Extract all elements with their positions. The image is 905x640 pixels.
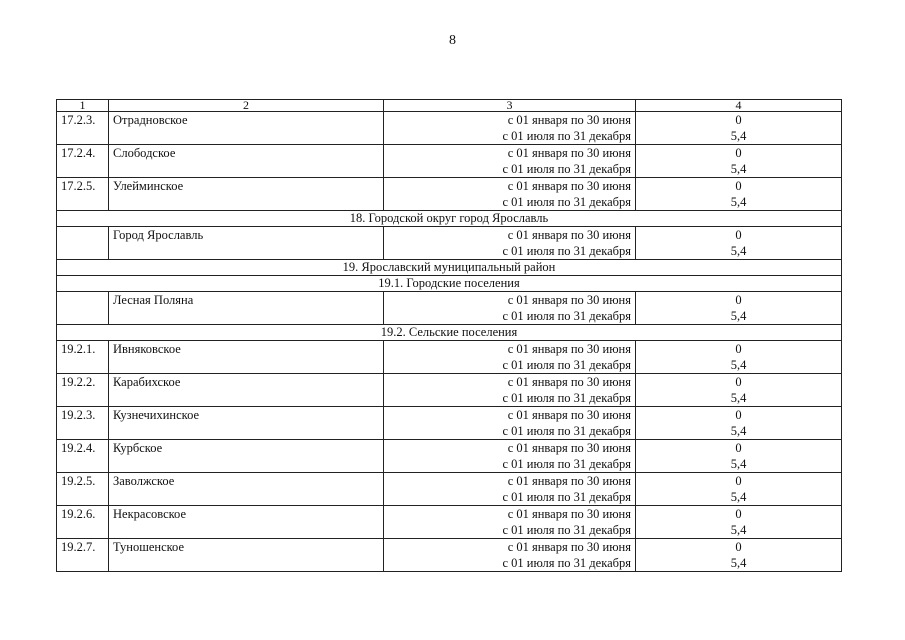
table-row [57,440,842,473]
row-number [57,227,109,260]
value-first-half: 0 [735,441,742,455]
settlement-name: Заволжское [109,473,384,506]
value-second-half: 5,4 [730,244,747,258]
value-cell [636,145,842,178]
period-second-half: с 01 июля по 31 декабря [502,358,631,372]
settlement-name: Карабихское [109,374,384,407]
value-first-half: 0 [735,474,742,488]
value-first-half: 0 [735,507,742,521]
value-second-half: 5,4 [730,195,747,209]
section-title: 18. Городской округ город Ярославль [57,211,842,227]
period-second-half: с 01 июля по 31 декабря [502,162,631,176]
table-row [57,145,842,178]
value-second-half: 5,4 [730,490,747,504]
period-cell [384,178,636,211]
period-first-half: с 01 января по 30 июня [507,342,631,356]
period-cell [384,145,636,178]
period-first-half: с 01 января по 30 июня [507,375,631,389]
period-first-half: с 01 января по 30 июня [507,441,631,455]
value-second-half: 5,4 [730,556,747,570]
value-second-half: 5,4 [730,424,747,438]
value-cell [636,374,842,407]
settlement-name: Улейминское [109,178,384,211]
section-title: 19.1. Городские поселения [57,276,842,292]
period-second-half: с 01 июля по 31 декабря [502,490,631,504]
value-second-half: 5,4 [730,129,747,143]
period-first-half: с 01 января по 30 июня [507,146,631,160]
header-col-2: 2 [109,100,384,112]
value-cell [636,112,842,145]
table-row [57,374,842,407]
period-first-half: с 01 января по 30 июня [507,228,631,242]
value-first-half: 0 [735,342,742,356]
value-first-half: 0 [735,540,742,554]
value-cell [636,407,842,440]
section-header-row [57,211,842,227]
period-second-half: с 01 июля по 31 декабря [502,556,631,570]
period-first-half: с 01 января по 30 июня [507,507,631,521]
value-first-half: 0 [735,179,742,193]
table-row [57,473,842,506]
value-cell [636,440,842,473]
value-cell [636,341,842,374]
settlement-name: Слободское [109,145,384,178]
value-cell [636,473,842,506]
period-cell [384,440,636,473]
period-second-half: с 01 июля по 31 декабря [502,129,631,143]
row-number: 19.2.4. [57,440,109,473]
period-first-half: с 01 января по 30 июня [507,474,631,488]
value-first-half: 0 [735,375,742,389]
value-cell [636,539,842,572]
value-cell [636,227,842,260]
row-number: 19.2.3. [57,407,109,440]
period-cell [384,506,636,539]
period-second-half: с 01 июля по 31 декабря [502,523,631,537]
period-first-half: с 01 января по 30 июня [507,540,631,554]
period-second-half: с 01 июля по 31 декабря [502,457,631,471]
period-second-half: с 01 июля по 31 декабря [502,309,631,323]
page-number: 8 [449,33,456,48]
period-first-half: с 01 января по 30 июня [507,293,631,307]
value-second-half: 5,4 [730,162,747,176]
row-number: 17.2.4. [57,145,109,178]
period-first-half: с 01 января по 30 июня [507,408,631,422]
settlement-name: Некрасовское [109,506,384,539]
period-second-half: с 01 июля по 31 декабря [502,195,631,209]
table-row [57,112,842,145]
period-cell [384,227,636,260]
value-cell [636,506,842,539]
value-cell [636,292,842,325]
row-number: 19.2.7. [57,539,109,572]
table-row [57,539,842,572]
table-row [57,407,842,440]
table-header-row [57,100,842,112]
period-cell [384,407,636,440]
value-first-half: 0 [735,293,742,307]
row-number [57,292,109,325]
section-header-row [57,325,842,341]
table-row [57,178,842,211]
period-cell [384,341,636,374]
period-cell [384,374,636,407]
settlement-name: Отрадновское [109,112,384,145]
value-second-half: 5,4 [730,391,747,405]
value-first-half: 0 [735,146,742,160]
period-second-half: с 01 июля по 31 декабря [502,244,631,258]
row-number: 19.2.2. [57,374,109,407]
period-cell [384,112,636,145]
period-first-half: с 01 января по 30 июня [507,179,631,193]
table-row [57,341,842,374]
value-first-half: 0 [735,228,742,242]
settlement-name: Ивняковское [109,341,384,374]
value-first-half: 0 [735,113,742,127]
settlement-name: Кузнечихинское [109,407,384,440]
section-header-row [57,260,842,276]
header-col-3: 3 [384,100,636,112]
value-first-half: 0 [735,408,742,422]
tariff-table [56,99,842,572]
section-title: 19. Ярославский муниципальный район [57,260,842,276]
period-cell [384,539,636,572]
period-cell [384,473,636,506]
row-number: 19.2.5. [57,473,109,506]
table-row [57,506,842,539]
settlement-name: Лесная Поляна [109,292,384,325]
settlement-name: Туношенское [109,539,384,572]
table-row [57,292,842,325]
value-second-half: 5,4 [730,457,747,471]
value-second-half: 5,4 [730,309,747,323]
table-row [57,227,842,260]
section-header-row [57,276,842,292]
period-second-half: с 01 июля по 31 декабря [502,391,631,405]
value-cell [636,178,842,211]
row-number: 19.2.6. [57,506,109,539]
period-first-half: с 01 января по 30 июня [507,113,631,127]
section-title: 19.2. Сельские поселения [57,325,842,341]
row-number: 17.2.5. [57,178,109,211]
settlement-name: Курбское [109,440,384,473]
row-number: 17.2.3. [57,112,109,145]
value-second-half: 5,4 [730,523,747,537]
period-second-half: с 01 июля по 31 декабря [502,424,631,438]
header-col-4: 4 [636,100,842,112]
settlement-name: Город Ярославль [109,227,384,260]
period-cell [384,292,636,325]
value-second-half: 5,4 [730,358,747,372]
header-col-1: 1 [57,100,109,112]
row-number: 19.2.1. [57,341,109,374]
